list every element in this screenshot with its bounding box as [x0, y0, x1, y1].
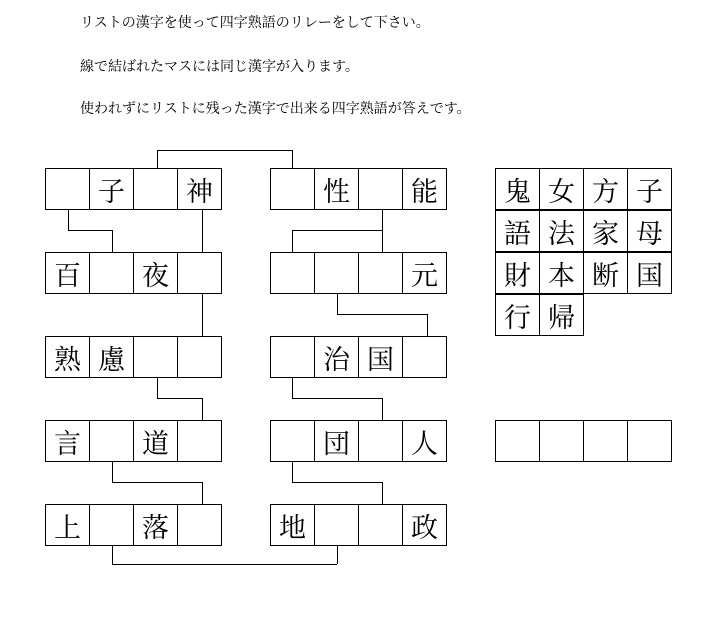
word-cell[interactable]: 熟: [45, 336, 90, 378]
word-cell[interactable]: [177, 252, 222, 294]
word-cell[interactable]: 神: [177, 168, 222, 210]
connector-line: [68, 210, 69, 230]
word-cell[interactable]: [358, 252, 403, 294]
connector-line: [382, 210, 383, 253]
word-cell[interactable]: 人: [402, 420, 447, 462]
left-word-row: [45, 168, 222, 210]
kanji-list-cell: 母: [627, 210, 672, 252]
connector-line: [337, 314, 427, 315]
word-cell[interactable]: 団: [314, 420, 359, 462]
connector-line: [202, 482, 203, 505]
connector-line: [112, 546, 113, 564]
answer-cell[interactable]: [495, 420, 540, 462]
connector-line: [202, 294, 203, 337]
word-cell[interactable]: 地: [270, 504, 315, 546]
kanji-list-cell: 国: [627, 252, 672, 294]
kanji-list-row: [495, 252, 672, 294]
connector-line: [337, 546, 338, 564]
kanji-list-row: [495, 294, 584, 336]
connector-line: [112, 230, 113, 253]
word-cell[interactable]: [89, 504, 134, 546]
kanji-list-cell: 財: [495, 252, 540, 294]
word-cell[interactable]: [177, 420, 222, 462]
connector-line: [292, 462, 293, 482]
word-cell[interactable]: [270, 252, 315, 294]
word-cell[interactable]: 夜: [133, 252, 178, 294]
word-cell[interactable]: 能: [402, 168, 447, 210]
word-cell[interactable]: [177, 504, 222, 546]
connector-line: [202, 210, 203, 253]
word-cell[interactable]: [89, 252, 134, 294]
word-cell[interactable]: [314, 504, 359, 546]
word-cell[interactable]: 道: [133, 420, 178, 462]
word-cell[interactable]: [133, 168, 178, 210]
word-cell[interactable]: 国: [358, 336, 403, 378]
kanji-list-cell: 家: [583, 210, 628, 252]
connector-line: [292, 482, 382, 483]
left-word-row: [45, 420, 222, 462]
word-cell[interactable]: 政: [402, 504, 447, 546]
instruction-line-1: リストの漢字を使って四字熟語のリレーをして下さい。: [80, 15, 430, 31]
word-cell[interactable]: [314, 252, 359, 294]
word-cell[interactable]: 治: [314, 336, 359, 378]
kanji-list-cell: 語: [495, 210, 540, 252]
connector-line: [157, 398, 202, 399]
word-cell[interactable]: 言: [45, 420, 90, 462]
answer-row: [495, 420, 672, 462]
kanji-list-row: [495, 210, 672, 252]
word-cell[interactable]: 性: [314, 168, 359, 210]
connector-line: [292, 230, 293, 253]
connector-line: [427, 314, 428, 337]
word-cell[interactable]: [358, 420, 403, 462]
instruction-line-3: 使われずにリストに残った漢字で出来る四字熟語が答えです。: [80, 101, 471, 117]
connector-line: [112, 564, 337, 565]
connector-line: [292, 378, 293, 398]
connector-line: [112, 482, 202, 483]
connector-line: [157, 150, 158, 169]
kanji-list-cell: 子: [627, 168, 672, 210]
connector-line: [292, 398, 382, 399]
word-cell[interactable]: [89, 420, 134, 462]
connector-line: [68, 230, 112, 231]
word-cell[interactable]: [45, 168, 90, 210]
connector-line: [202, 398, 203, 421]
word-cell[interactable]: 上: [45, 504, 90, 546]
word-cell[interactable]: 慮: [89, 336, 134, 378]
left-word-row: [45, 252, 222, 294]
kanji-list-cell: 帰: [539, 294, 584, 336]
word-cell[interactable]: 子: [89, 168, 134, 210]
right-word-row: [270, 504, 447, 546]
word-cell[interactable]: [402, 336, 447, 378]
answer-cell[interactable]: [583, 420, 628, 462]
kanji-list-cell: 本: [539, 252, 584, 294]
left-word-row: [45, 336, 222, 378]
connector-line: [157, 378, 158, 398]
word-cell[interactable]: [270, 168, 315, 210]
connector-line: [112, 462, 113, 482]
answer-cell[interactable]: [627, 420, 672, 462]
word-cell[interactable]: 百: [45, 252, 90, 294]
word-cell[interactable]: [270, 336, 315, 378]
instruction-line-2: 線で結ばれたマスには同じ漢字が入ります。: [80, 59, 359, 75]
connector-line: [382, 482, 383, 505]
left-word-row: [45, 504, 222, 546]
word-cell[interactable]: [133, 336, 178, 378]
kanji-list-cell: 女: [539, 168, 584, 210]
connector-line: [382, 398, 383, 421]
kanji-list-cell: 法: [539, 210, 584, 252]
connector-line: [292, 230, 382, 231]
right-word-row: [270, 336, 447, 378]
right-word-row: [270, 168, 447, 210]
word-cell[interactable]: [177, 336, 222, 378]
kanji-list-cell: 断: [583, 252, 628, 294]
word-cell[interactable]: [358, 168, 403, 210]
right-word-row: [270, 420, 447, 462]
kanji-list-row: [495, 168, 672, 210]
kanji-list-cell: 行: [495, 294, 540, 336]
kanji-list-cell: 鬼: [495, 168, 540, 210]
connector-line: [337, 294, 338, 314]
kanji-list-cell: 方: [583, 168, 628, 210]
connector-line: [157, 150, 292, 151]
word-cell[interactable]: [358, 504, 403, 546]
answer-cell[interactable]: [539, 420, 584, 462]
word-cell[interactable]: [270, 420, 315, 462]
word-cell[interactable]: 元: [402, 252, 447, 294]
connector-line: [292, 150, 293, 169]
right-word-row: [270, 252, 447, 294]
word-cell[interactable]: 落: [133, 504, 178, 546]
